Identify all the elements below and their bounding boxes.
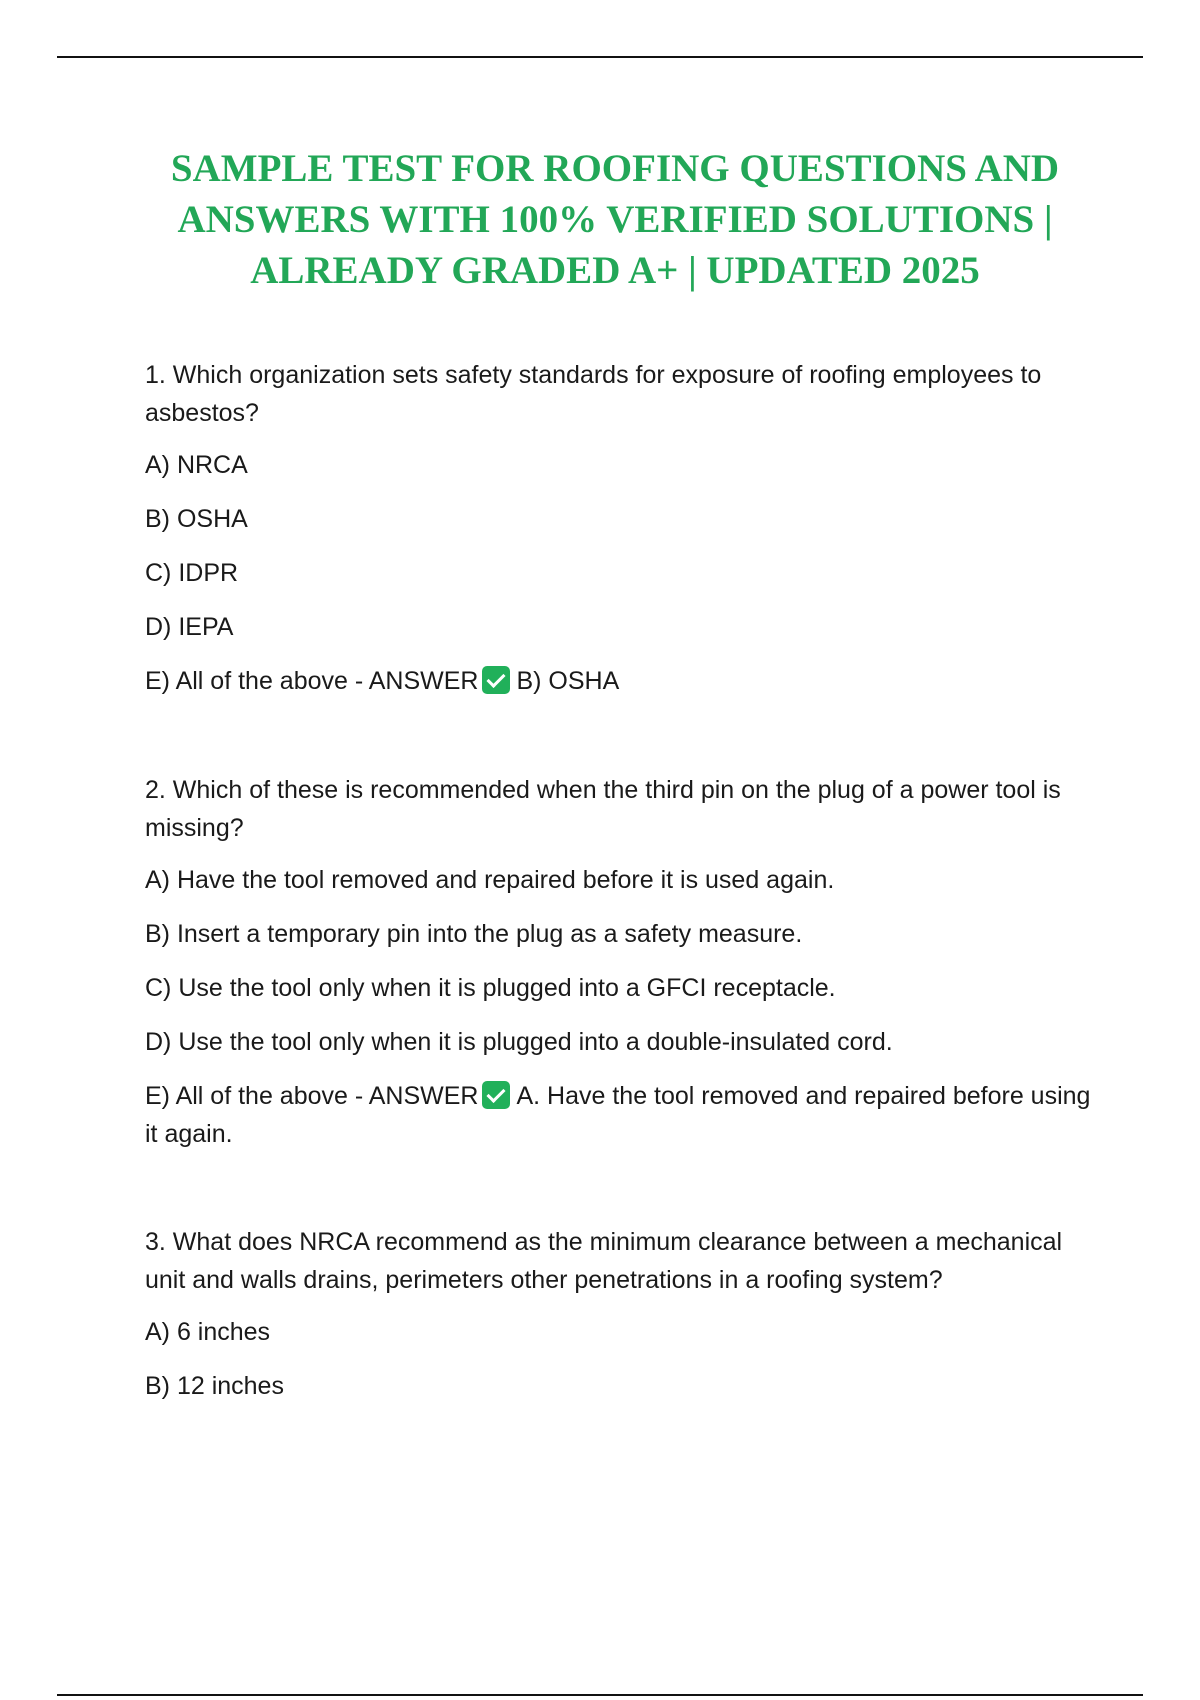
answer-text: B) OSHA (516, 667, 620, 695)
option-c: C) Use the tool only when it is plugged into a GFCI receptacle. (145, 974, 836, 1002)
check-mark-icon (482, 1081, 510, 1109)
option-e: E) All of the above - ANSWER (145, 667, 479, 695)
document-title: SAMPLE TEST FOR ROOFING QUESTIONS AND ANSWERS WITH 100% VERIFIED SOLUTIONS | ALREADY GRADED A+ | UPDATED 2025 (170, 147, 1060, 292)
option-b: B) 12 inches (145, 1372, 284, 1400)
option-a: A) 6 inches (145, 1318, 271, 1346)
answer-text: A. Have the tool removed and repaired before using it again. (145, 1082, 1091, 1148)
option-b: B) Insert a temporary pin into the plug as a safety measure. (145, 920, 803, 948)
option-d: D) Use the tool only when it is plugged into a double-insulated cord. (145, 1028, 893, 1056)
question-text: 2. Which of these is recommended when the third pin on the plug of a power tool is missing? (145, 776, 1061, 842)
top-divider (57, 56, 1143, 58)
option-b: B) OSHA (145, 505, 248, 533)
question-text: 3. What does NRCA recommend as the minimum clearance between a mechanical unit and walls drains, perimeters other penetrations in a roofing system? (145, 1228, 1063, 1294)
answer-line (145, 662, 1095, 700)
option-d: D) IEPA (145, 613, 234, 641)
option-a: A) Have the tool removed and repaired before it is used again. (145, 866, 835, 894)
check-mark-icon (482, 666, 510, 694)
question-block-3 (145, 1223, 1095, 1405)
question-block-1 (145, 356, 1095, 700)
option-a: A) NRCA (145, 451, 248, 479)
answer-line (145, 1077, 1095, 1153)
question-block-2 (145, 771, 1095, 1153)
bottom-divider (57, 1694, 1143, 1696)
option-c: C) IDPR (145, 559, 239, 587)
question-text: 1. Which organization sets safety standards for exposure of roofing employees to asbestos? (145, 361, 1042, 427)
option-e: E) All of the above - ANSWER (145, 1082, 479, 1110)
